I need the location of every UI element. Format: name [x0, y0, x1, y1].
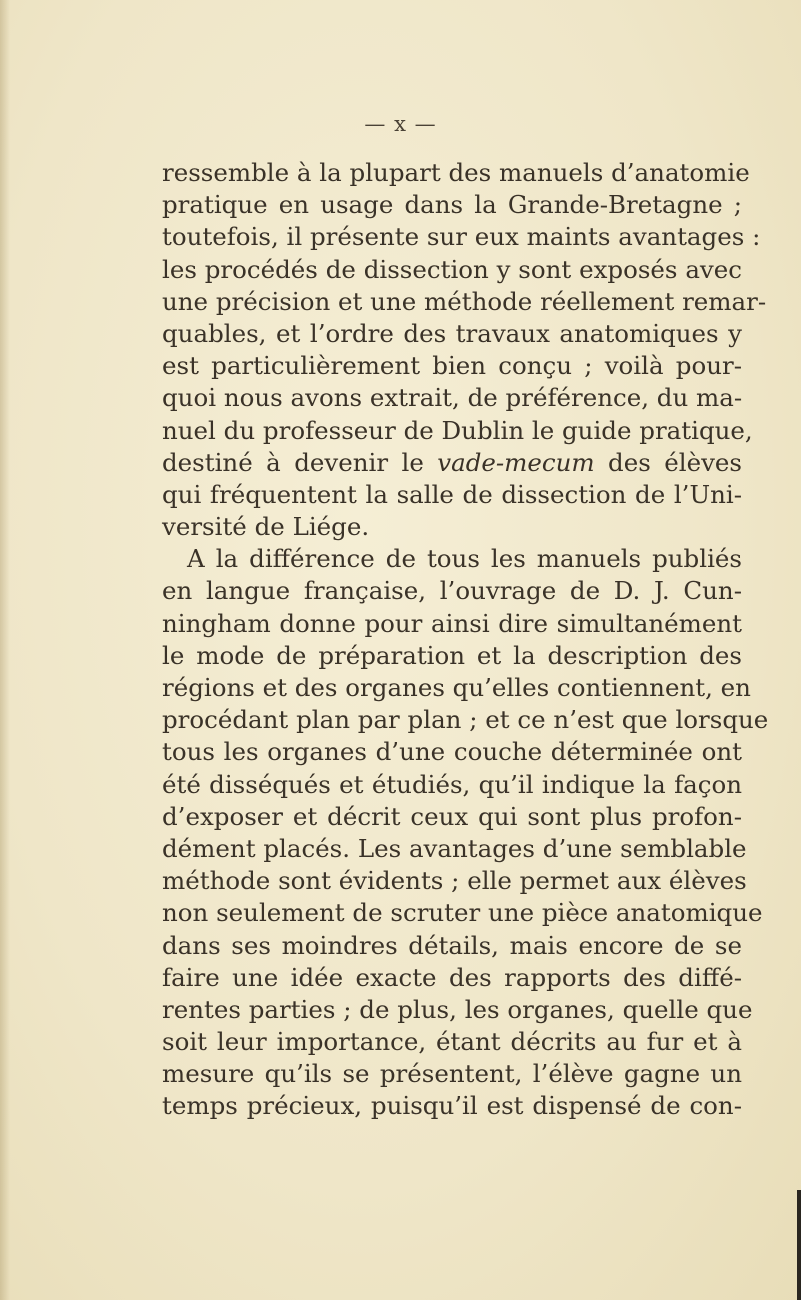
- text-line: procédant plan par plan ; et ce n’est que lorsque: [162, 705, 769, 735]
- text-line: en langue française, l’ouvrage de D. J. Cun-: [162, 576, 742, 606]
- paragraph-start-line: A la différence de tous les manuels publiés: [187, 544, 742, 574]
- text-segment: destiné à devenir le: [162, 447, 438, 477]
- text-line: faire une idée exacte des rapports des diffé-: [162, 962, 742, 992]
- text-line: est particulièrement bien conçu ; voilà pour-: [162, 351, 742, 381]
- text-line: d’exposer et décrit ceux qui sont plus profon-: [162, 801, 742, 831]
- text-line: pratique en usage dans la Grande-Bretagne ;: [162, 190, 742, 220]
- text-line: les procédés de dissection y sont exposés avec: [162, 254, 742, 284]
- page-left-edge-shadow: [0, 0, 10, 1300]
- text-line: dans ses moindres détails, mais encore de se: [162, 930, 742, 960]
- text-line: régions et des organes qu’elles contiennent, en: [162, 673, 751, 702]
- text-line: soit leur importance, étant décrits au fur et à: [162, 1027, 742, 1057]
- text-line: rentes parties ; de plus, les organes, quelle que: [162, 994, 753, 1024]
- body-text: [162, 157, 769, 1123]
- text-line: quoi nous avons extrait, de préférence, du ma-: [162, 383, 743, 413]
- italic-term: vade-mecum: [437, 447, 595, 477]
- text-line: nuel du professeur de Dublin le guide pratique,: [162, 415, 753, 445]
- page-right-edge-border: [797, 1190, 801, 1300]
- text-line: ressemble à la plupart des manuels d’anatomie: [162, 158, 750, 187]
- page-number: — x —: [364, 112, 437, 136]
- text-line: quables, et l’ordre des travaux anatomiques y: [162, 318, 742, 348]
- text-line: une précision et une méthode réellement remar-: [162, 286, 767, 316]
- text-line: méthode sont évidents ; elle permet aux élèves: [162, 866, 747, 896]
- text-line: ningham donne pour ainsi dire simultanément: [162, 608, 742, 638]
- text-line: été disséqués et étudiés, qu’il indique la façon: [162, 769, 742, 799]
- text-line: versité de Liége.: [162, 512, 370, 542]
- text-segment: des élèves: [594, 447, 742, 477]
- text-line: le mode de préparation et la description des: [162, 640, 742, 670]
- text-line: qui fréquentent la salle de dissection de l’Uni-: [162, 479, 742, 509]
- text-line-with-italic: [162, 447, 742, 479]
- text-line: tous les organes d’une couche déterminée ont: [162, 737, 742, 767]
- text-line: toutefois, il présente sur eux maints avantages :: [162, 222, 761, 252]
- text-line: dément placés. Les avantages d’une semblable: [162, 833, 747, 863]
- text-line: mesure qu’ils se présentent, l’élève gagne un: [162, 1059, 742, 1089]
- text-line: temps précieux, puisqu’il est dispensé de con-: [162, 1091, 742, 1121]
- text-line: non seulement de scruter une pièce anatomique: [162, 898, 763, 928]
